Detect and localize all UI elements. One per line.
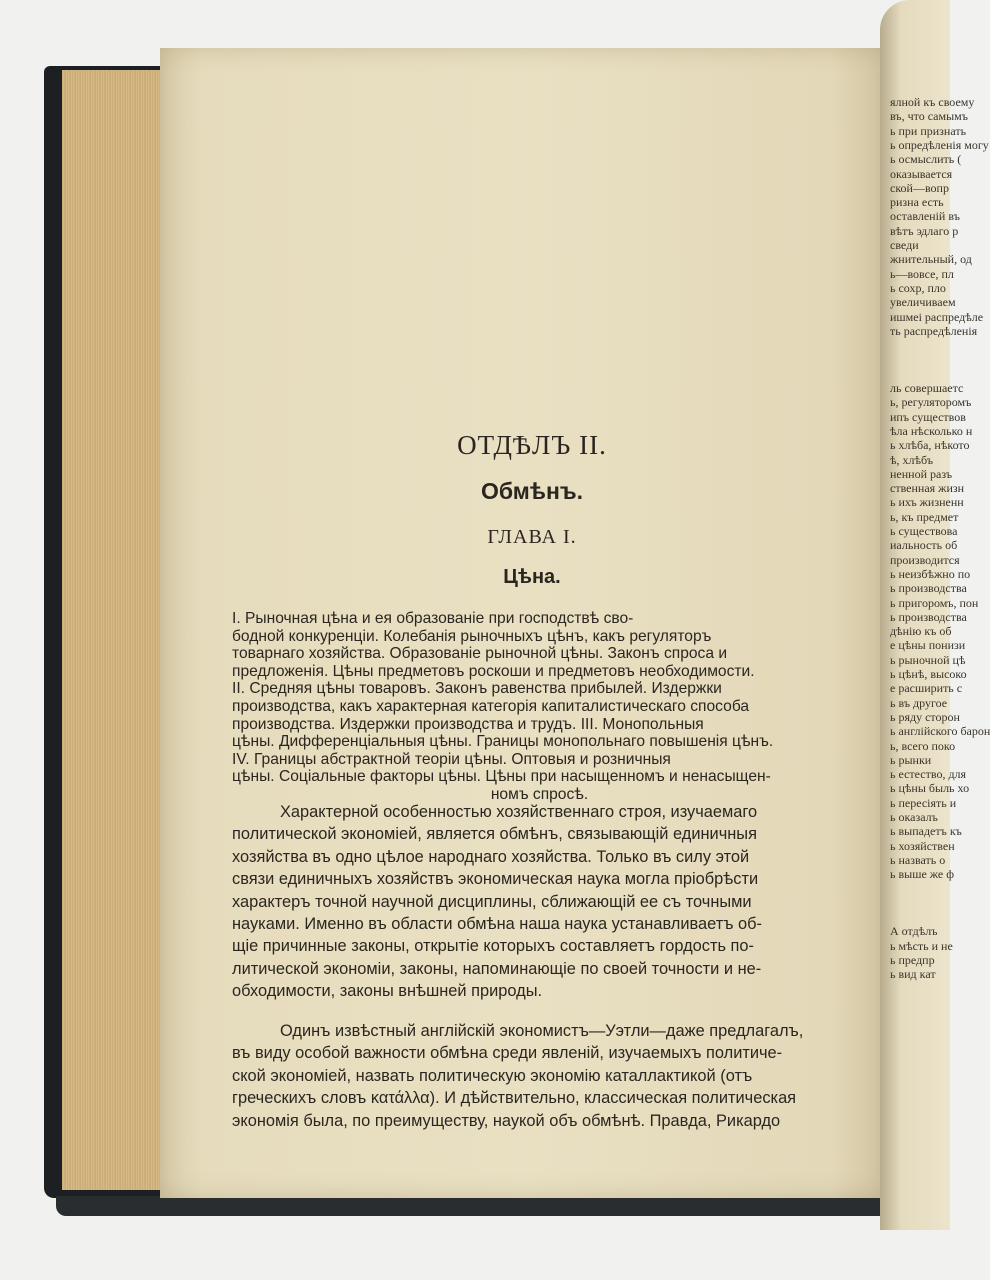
paragraph-line: щіе причинные законы, открытіе которыхъ составляетъ гордость по- <box>232 937 754 956</box>
facing-page-line: ь оказалъ <box>890 810 938 824</box>
paragraph-1 <box>232 801 847 1003</box>
paragraph-2 <box>232 1020 847 1132</box>
facing-page-line: ь существова <box>890 524 958 538</box>
facing-page-line: иальность об <box>890 538 958 553</box>
facing-page-line: ь цѣнѣ, высоко <box>890 667 967 681</box>
facing-page-line: ь ряду сторон <box>890 709 960 724</box>
facing-page-line: ь, регуляторомъ <box>890 395 972 410</box>
facing-page-line: ской—вопр <box>890 180 949 195</box>
facing-page-line: оставленій въ <box>890 209 960 224</box>
paragraph-line: обходимости, законы внѣшней природы. <box>232 982 543 1001</box>
page-block-edge <box>62 70 163 1190</box>
summary-line: I. Рыночная цѣна и ея образованіе при господствѣ сво- <box>232 610 634 627</box>
chapter-summary <box>232 610 847 804</box>
paragraph-line: литической экономіи, законы, напоминающіе по своей точности и не- <box>232 959 762 978</box>
facing-page-line: ь естество, для <box>890 767 967 782</box>
facing-page-line: ненной разъ <box>890 466 953 481</box>
chapter-title: Цѣна. <box>503 566 561 588</box>
facing-page-line: ризна есть <box>890 195 944 210</box>
facing-page-line: е расширить с <box>890 681 963 696</box>
paragraph-line: въ виду особой важности обмѣна среди явленій, изучаемыхъ политиче- <box>232 1044 783 1063</box>
summary-line: цѣны. Соціальные факторы цѣны. Цѣны при насыщенномъ и ненасыщен- <box>232 768 771 786</box>
facing-page-line: ь назвать о <box>890 852 946 867</box>
facing-page-line: ь, къ предмет <box>890 509 959 524</box>
facing-page-line: производится <box>890 552 960 567</box>
paragraph-line: греческихъ словъ κατάλλα). И дѣйствительно, классическая политическая <box>232 1089 797 1108</box>
facing-page-line: ь вид кат <box>890 967 936 982</box>
paragraph-line: Одинъ извѣстный англійскій экономистъ—Уэтли—даже предлагалъ, <box>280 1022 804 1040</box>
paragraph-line: ской экономіей, назвать политическую экономію каталлактикой (отъ <box>232 1066 753 1085</box>
section-subtitle: Обмѣнъ. <box>480 478 584 504</box>
facing-page-line: ль совершаетс <box>890 381 964 395</box>
facing-page-line: вѣтъ эдлаго р <box>890 223 959 238</box>
facing-page-line: ь пригоромъ, пон <box>890 595 979 610</box>
facing-page-line: ь выше же ф <box>890 867 955 882</box>
paragraph-line: характеръ точной научной дисциплины, сближающій ее съ точными <box>232 892 752 911</box>
facing-page-line: ишмеі распредѣле <box>890 309 984 324</box>
summary-line: IV. Границы абстрактной теоріи цѣны. Оптовыя и розничныя <box>232 750 671 768</box>
facing-page-line: оказывается <box>890 166 953 181</box>
facing-page-line: ь рыночной цѣ <box>890 652 966 667</box>
facing-page-line: ь, всего поко <box>890 738 956 753</box>
facing-page-line: ялной къ своему <box>890 95 975 109</box>
summary-line: предложенія. Цѣны предметовъ роскоши и предметовъ необходимости. <box>232 662 755 680</box>
summary-line: цѣны. Дифференціальныя цѣны. Границы монопольнаго повышенія цѣнъ. <box>232 733 774 751</box>
facing-page-line: жнительный, од <box>890 252 972 267</box>
facing-page-line: ь производства <box>890 581 967 596</box>
facing-page-line: ь предпр <box>890 953 935 967</box>
summary-line: производства, какъ характерная категорія капиталистическаго способа <box>232 697 750 715</box>
facing-page-line: ь рынки <box>890 752 932 767</box>
facing-page-line: увеличиваем <box>890 295 956 310</box>
facing-page-line: ь цѣны быль хо <box>890 781 970 796</box>
facing-page-line: ь выпадетъ къ <box>890 824 962 839</box>
facing-page-line: ѣла нѣсколько н <box>890 423 973 438</box>
facing-page-line: ь—вовсе, пл <box>890 266 954 281</box>
paragraph-line: политической экономіей, является обмѣнъ, связывающій единичныя <box>232 825 757 844</box>
facing-page-line: ь неизбѣжно по <box>890 566 971 581</box>
facing-page-line: ь ихъ жизненн <box>890 495 964 510</box>
paragraph-line: связи единичныхъ хозяйствъ экономическая наука могла пріобрѣсти <box>232 870 759 889</box>
paragraph-line: Характерной особенностью хозяйственнаго строя, изучаемаго <box>280 803 758 821</box>
facing-page-line: ь хлѣба, нѣкото <box>890 438 970 453</box>
facing-page-line: ь англійского барон <box>890 724 990 739</box>
facing-page-line: е цѣны понизи <box>890 638 966 653</box>
facing-page-line: ь мѣсть и не <box>890 938 953 953</box>
paragraph-line: хозяйства въ одно цѣлое народнаго хозяйства. Только въ силу этой <box>232 847 750 866</box>
facing-page-line: сведи <box>890 238 919 252</box>
chapter-label: ГЛАВА I. <box>487 526 577 548</box>
paragraph-line: экономія была, по преимуществу, наукой объ обмѣнѣ. Правда, Рикардо <box>232 1111 781 1130</box>
facing-page-line: ь при признать <box>890 123 967 138</box>
section-title: ОТДѢЛЪ II. <box>457 430 607 460</box>
paragraph-line: науками. Именно въ области обмѣна наша наука устанавливаетъ об- <box>232 915 762 934</box>
facing-page-line: ть распредѣленія <box>890 323 978 338</box>
summary-line: товарнаго хозяйства. Образованіе рыночной цѣны. Законъ спроса и <box>232 645 728 663</box>
summary-line: бодной конкуренціи. Колебанія рыночныхъ цѣнъ, какъ регуляторъ <box>232 627 712 645</box>
facing-page-line: ь пересіять и <box>890 795 957 810</box>
facing-page-line: ь производства <box>890 609 967 624</box>
book-cover-edge <box>56 1196 906 1216</box>
facing-page-line: въ, что самымъ <box>890 109 968 124</box>
facing-page-line: ь опредѣленія могу <box>890 137 989 152</box>
summary-line: II. Средняя цѣны товаровъ. Законъ равенства прибылей. Издержки <box>232 680 722 698</box>
facing-page-line: ипъ существов <box>890 409 966 424</box>
facing-page-line: ѣ, хлѣбъ <box>890 452 934 467</box>
facing-page-line: ь сохр, пло <box>890 280 946 295</box>
facing-page-line: ь хозяйствен <box>890 838 955 853</box>
facing-page-line: ственная жизн <box>890 481 965 496</box>
facing-page-line: ь въ другое <box>890 695 948 710</box>
facing-page <box>880 0 990 1230</box>
facing-page-line: ь осмыслить ( <box>890 152 962 167</box>
facing-page-line: А отдѣлъ <box>890 924 938 939</box>
summary-line: номъ спросѣ. <box>490 785 589 803</box>
facing-page-line: дѣнію къ об <box>890 624 952 639</box>
summary-line: производства. Издержки производства и трудъ. III. Монопольныя <box>232 715 704 733</box>
